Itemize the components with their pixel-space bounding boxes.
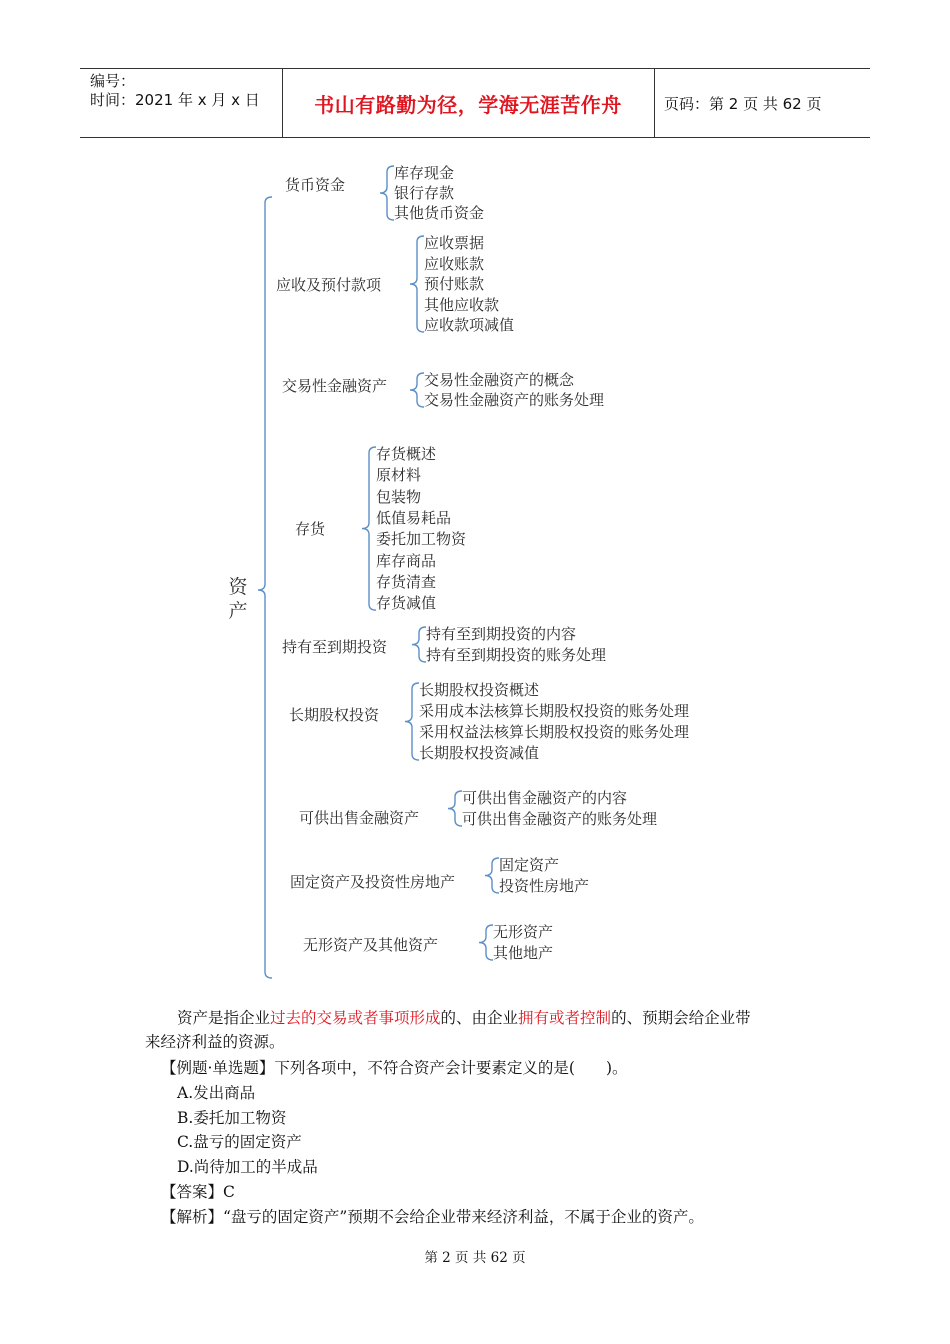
bracket-line bbox=[410, 373, 424, 407]
analysis: 【解析】“盘亏的固定资产”预期不会给企业带来经济利益，不属于企业的资产。 bbox=[161, 1208, 704, 1226]
bracket-line bbox=[410, 236, 424, 332]
branch-label: 应收及预付款项 bbox=[276, 276, 382, 294]
branch-item: 长期股权投资概述 bbox=[419, 681, 540, 699]
branch-item: 银行存款 bbox=[394, 184, 455, 202]
option-a: A.发出商品 bbox=[177, 1084, 256, 1102]
branch-item: 其他应收款 bbox=[424, 295, 500, 314]
definition-line-1: 资产是指企业过去的交易或者事项形成的、由企业拥有或者控制的、预期会给企业带 bbox=[177, 1009, 751, 1027]
branch-label: 存货 bbox=[295, 520, 326, 538]
branch-item: 采用成本法核算长期股权投资的账务处理 bbox=[419, 702, 690, 720]
branch-item: 低值易耗品 bbox=[376, 508, 452, 527]
branch-label: 固定资产及投资性房地产 bbox=[290, 873, 456, 891]
branch-item: 长期股权投资减值 bbox=[419, 744, 540, 762]
bracket-line bbox=[485, 858, 499, 893]
branch-item: 原材料 bbox=[376, 466, 422, 485]
branch-item: 委托加工物资 bbox=[376, 530, 467, 549]
option-b: B.委托加工物资 bbox=[177, 1109, 287, 1127]
branch-item: 库存商品 bbox=[376, 551, 437, 570]
bracket-line bbox=[362, 447, 376, 610]
branch-item: 采用权益法核算长期股权投资的账务处理 bbox=[419, 723, 690, 741]
option-c: C.盘亏的固定资产 bbox=[177, 1133, 302, 1151]
branch-item: 无形资产 bbox=[493, 923, 554, 941]
branch-label: 可供出售金融资产 bbox=[299, 809, 420, 827]
bracket-line bbox=[405, 683, 419, 760]
branch-item: 应收票据 bbox=[424, 234, 485, 252]
bracket-line bbox=[380, 166, 394, 220]
header-motto: 书山有路勤为径，学海无涯苦作舟 bbox=[314, 92, 622, 117]
answer: 【答案】C bbox=[161, 1183, 235, 1201]
question-stem: 【例题·单选题】下列各项中，不符合资产会计要素定义的是( )。 bbox=[161, 1059, 628, 1077]
time-label: 时间：2021 年 x 月 x 日 bbox=[90, 91, 260, 109]
branch-label: 货币资金 bbox=[285, 176, 346, 194]
mindmap-root: 资产 bbox=[228, 576, 248, 622]
branch-label: 持有至到期投资 bbox=[282, 638, 388, 656]
branch-item: 应收账款 bbox=[424, 254, 485, 273]
branch-item: 存货清查 bbox=[376, 572, 437, 591]
branch-item: 持有至到期投资的账务处理 bbox=[426, 646, 607, 664]
branch-item: 可供出售金融资产的账务处理 bbox=[462, 810, 658, 828]
branch-item: 预付账款 bbox=[424, 275, 485, 293]
bracket-line bbox=[258, 197, 272, 978]
bracket-line bbox=[448, 791, 462, 826]
branch-label: 长期股权投资 bbox=[289, 706, 380, 724]
branch-item: 存货概述 bbox=[376, 445, 437, 463]
branch-item: 其他货币资金 bbox=[394, 204, 485, 222]
branch-label: 交易性金融资产 bbox=[282, 377, 388, 395]
branch-item: 存货减值 bbox=[376, 594, 437, 613]
branch-label: 无形资产及其他资产 bbox=[303, 936, 439, 954]
branch-item: 固定资产 bbox=[499, 856, 560, 874]
branch-item: 投资性房地产 bbox=[499, 877, 590, 895]
branch-item: 可供出售金融资产的内容 bbox=[462, 789, 628, 807]
bracket-line bbox=[479, 925, 493, 960]
branch-item: 持有至到期投资的内容 bbox=[426, 625, 577, 643]
highlight-text: 过去的交易或者事项形成 bbox=[270, 1009, 441, 1027]
serial-label: 编号： bbox=[90, 72, 136, 90]
option-d: D.尚待加工的半成品 bbox=[177, 1158, 318, 1176]
branch-item: 包装物 bbox=[376, 487, 422, 506]
bracket-line bbox=[412, 627, 426, 662]
branch-item: 其他地产 bbox=[493, 944, 554, 962]
branch-item: 交易性金融资产的账务处理 bbox=[424, 391, 605, 409]
branch-item: 库存现金 bbox=[394, 164, 455, 182]
header-page-info: 页码：第 2 页 共 62 页 bbox=[664, 94, 822, 113]
branch-item: 交易性金融资产的概念 bbox=[424, 371, 575, 389]
page-footer: 第 2 页 共 62 页 bbox=[424, 1250, 526, 1266]
branch-item: 应收款项减值 bbox=[424, 316, 515, 334]
highlight-text: 拥有或者控制 bbox=[518, 1009, 612, 1027]
definition-line-2: 来经济利益的资源。 bbox=[145, 1033, 285, 1051]
